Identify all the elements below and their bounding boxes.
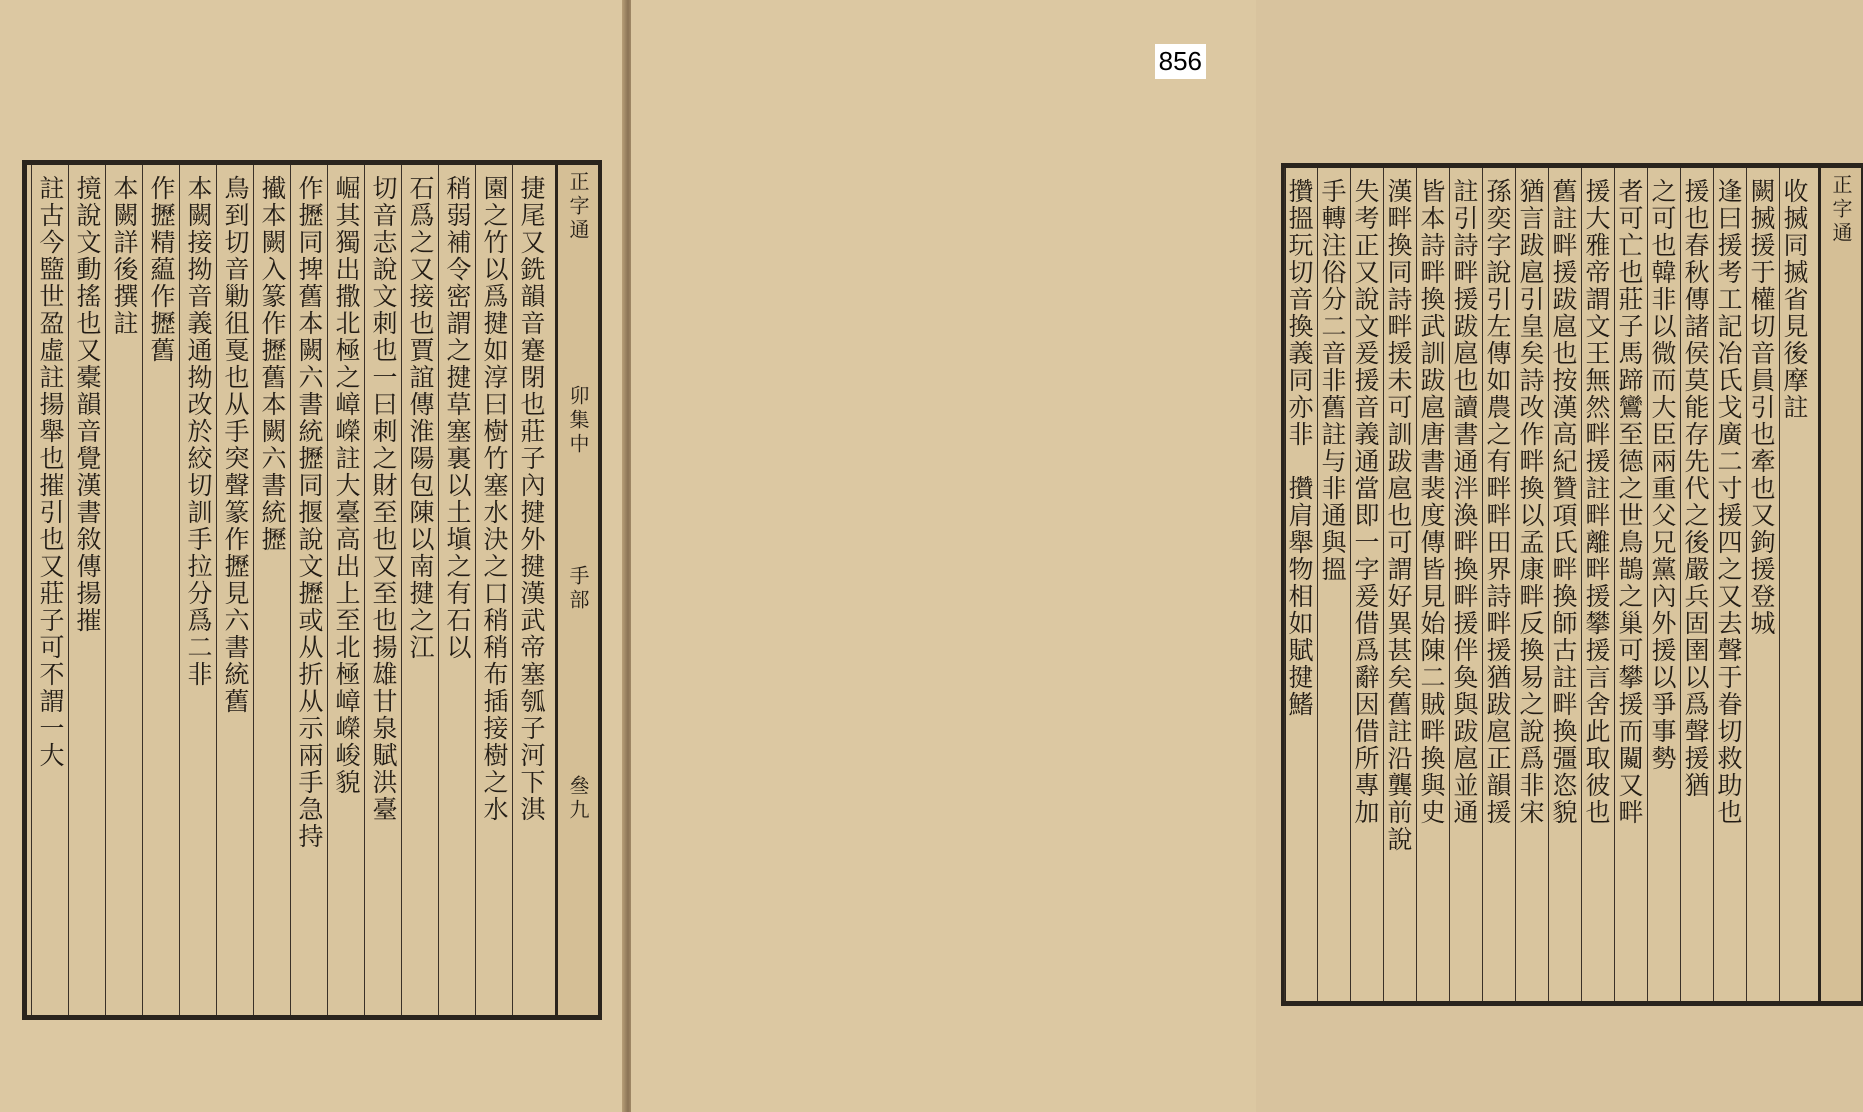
column-rule (31, 165, 32, 1015)
column-rule (1581, 168, 1582, 1001)
column-rule (1647, 168, 1648, 1001)
column-rule (1317, 168, 1318, 1001)
left-page (0, 0, 625, 1112)
column-rule (1614, 168, 1615, 1001)
text-column: 鳥到切音勦徂戛也从手突聲篆作攊見六書統舊 (221, 175, 250, 715)
page-number: 856 (1155, 44, 1206, 79)
left-text-frame (22, 160, 602, 1020)
column-rule (179, 165, 180, 1015)
text-column: 闕搣援于權切音員引也牽也又鉤援登城 (1747, 178, 1776, 637)
column-rule (438, 165, 439, 1015)
right-page (631, 0, 1853, 1112)
text-column: 皆本詩畔換武訓跋扈唐書裴度傳皆見始陳二賊畔換與史 (1417, 178, 1446, 826)
column-rule (1515, 168, 1516, 1001)
column-rule (1548, 168, 1549, 1001)
column-rule (1482, 168, 1483, 1001)
text-column: 捷尾又銑韻音蹇閉也莊子內揵外揵漢武帝塞瓠子河下淇 (517, 175, 546, 823)
column-rule (142, 165, 143, 1015)
text-column: 稍弱補令密謂之揵草塞裏以土塡之有石以 (443, 175, 472, 661)
text-column: 孫奕字說引左傳如農之有畔畔田界詩畔援猶跋扈正韻援 (1483, 178, 1512, 826)
text-column: 援也春秋傳諸侯莫能存先代之後嚴兵固圉以爲聲援猶 (1681, 178, 1710, 799)
text-column: 崛其獨出撒北極之嶂嶸註大臺高出上至北極嶂嶸峻貌 (332, 175, 361, 796)
text-column: 作攊同捭舊本闕六書統攊同揠說文攊或从折从示兩手急持 (295, 175, 324, 850)
text-column: 舊註畔援跋扈也按漢高紀贊項氏畔換師古註畔換彊恣貌 (1549, 178, 1578, 826)
right-margin-title: 正字通 (1829, 174, 1853, 246)
text-column: 註引詩畔援跋扈也讀書通泮渙畔換畔援伴奐與跋扈並通 (1450, 178, 1479, 826)
text-column: 漢畔換同詩畔援未可訓跋扈也可謂好異甚矣舊註沿龔前說 (1384, 178, 1413, 853)
column-rule (1680, 168, 1681, 1001)
text-column: 擮本闕入篆作攊舊本闕六書統攊 (258, 175, 287, 553)
left-margin-title: 正字通 (566, 171, 590, 243)
column-rule (1713, 168, 1714, 1001)
column-rule (364, 165, 365, 1015)
column-rule (327, 165, 328, 1015)
column-rule (512, 165, 513, 1015)
column-rule (253, 165, 254, 1015)
right-margin-column (1818, 168, 1861, 1001)
text-column: 猶言跋扈引皇矣詩改作畔換以孟康畔反換易之說爲非宋 (1516, 178, 1545, 826)
column-rule (1746, 168, 1747, 1001)
left-margin-column (555, 165, 598, 1015)
text-column: 作攊精藴作攊舊 (147, 175, 176, 364)
column-rule (1416, 168, 1417, 1001)
text-column: 手轉注俗分二音非舊註与非通與搵 (1318, 178, 1347, 583)
text-column: 本闕詳後撰註 (110, 175, 139, 337)
text-column: 逢曰援考工記冶氏戈廣二寸援四之又去聲于眷切救助也 (1714, 178, 1743, 826)
column-rule (1449, 168, 1450, 1001)
text-column: 摬說文動搖也又橐韻音覺漢書敘傳揚摧 (73, 175, 102, 634)
text-column: 切音志說文刺也一曰刺之財至也又至也揚雄甘泉賦洪臺 (369, 175, 398, 823)
column-rule (1383, 168, 1384, 1001)
text-column: 之可也韓非以微而大臣兩重父兄黨內外援以爭事勢 (1648, 178, 1677, 772)
text-column: 石爲之又接也賈誼傳淮陽包陳以南揵之江 (406, 175, 435, 661)
column-rule (216, 165, 217, 1015)
text-column: 者可亡也莊子馬蹄鸞至德之世鳥鵲之巢可攀援而闚又畔 (1615, 178, 1644, 826)
column-rule (1350, 168, 1351, 1001)
text-column: 攢搵玩切音換義同亦非 攢肩舉物相如賦揵鰭 (1285, 178, 1314, 718)
column-rule (1284, 168, 1285, 1001)
column-rule (290, 165, 291, 1015)
text-column: 失考正又說文爰援音義通當即一字爰借爲辭因借所專加 (1351, 178, 1380, 826)
left-margin-folio: 叄九 (566, 775, 590, 823)
left-margin-volume: 卯集中 (566, 385, 590, 457)
text-column: 註古今盬世盈虛註揚舉也摧引也又莊子可不謂一大 (36, 175, 65, 769)
column-rule (475, 165, 476, 1015)
column-rule (401, 165, 402, 1015)
column-rule (1779, 168, 1780, 1001)
text-column: 援大雅帝謂文王無然畔援註畔離畔援攀援言舍此取彼也 (1582, 178, 1611, 826)
text-column: 收搣同搣省見後摩註 (1780, 178, 1809, 421)
left-margin-section: 手部 (566, 565, 590, 613)
column-rule (68, 165, 69, 1015)
text-column: 園之竹以爲揵如淳曰樹竹塞水決之口稍稍布插接樹之水 (480, 175, 509, 823)
text-column: 本闕接拗音義通拗改於絞切訓手拉分爲二非 (184, 175, 213, 688)
column-rule (105, 165, 106, 1015)
right-text-frame (1281, 163, 1863, 1006)
